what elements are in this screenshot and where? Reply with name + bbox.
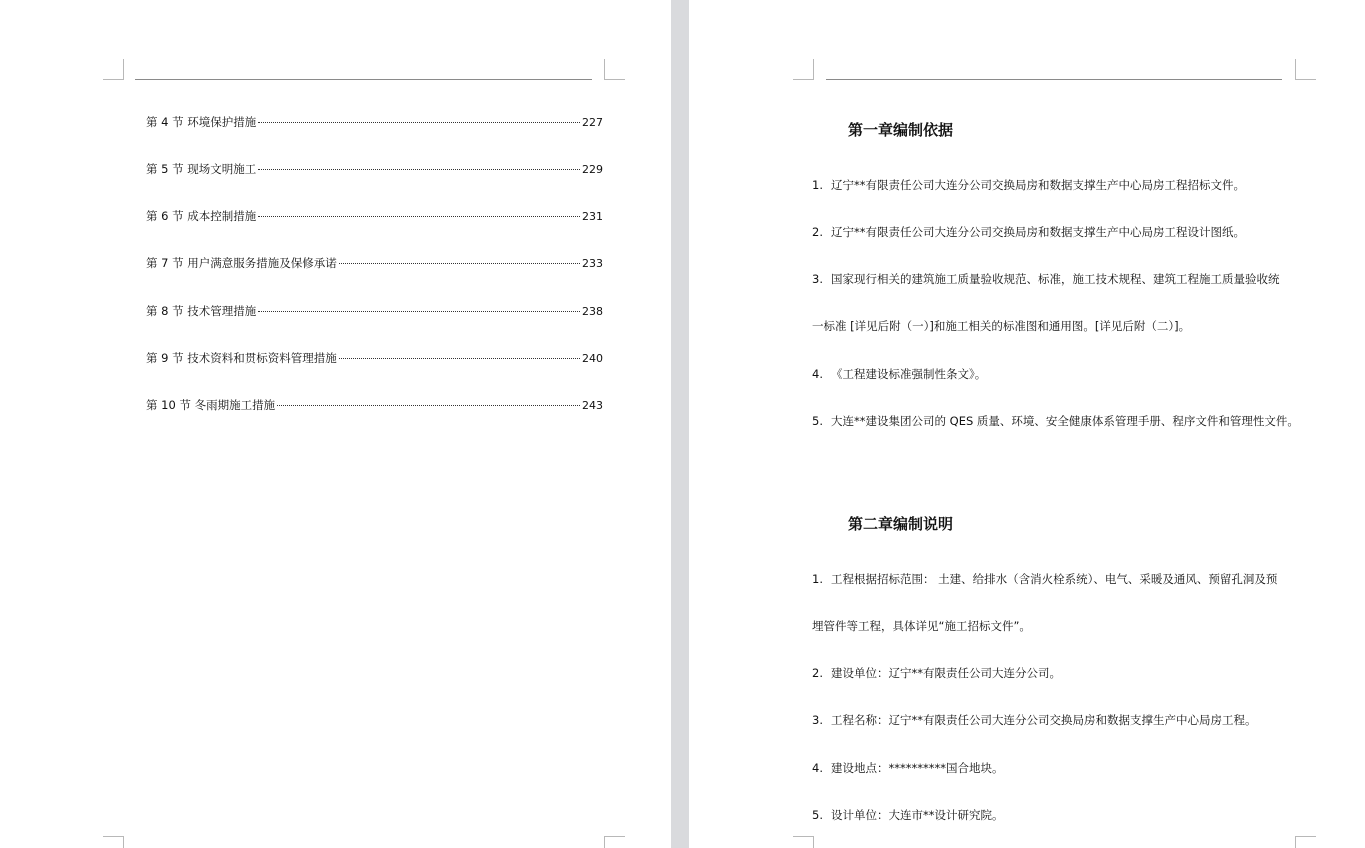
item-number: 5. xyxy=(812,414,823,428)
toc-leader-dots xyxy=(339,358,580,359)
header-rule xyxy=(135,79,592,80)
toc-entry-label: 第 6 节 成本控制措施 xyxy=(146,209,257,223)
crop-mark-top-left xyxy=(793,59,814,80)
item-text: 设计单位：大连市**设计研究院。 xyxy=(830,808,1004,822)
crop-mark-top-left xyxy=(103,59,124,80)
body-paragraph xyxy=(812,366,1302,382)
crop-mark-bottom-left xyxy=(103,836,124,848)
toc-entry-label: 第 4 节 环境保护措施 xyxy=(146,115,257,129)
toc-leader-dots xyxy=(258,122,580,123)
item-number: 5. xyxy=(812,808,823,822)
body-paragraph-continuation xyxy=(812,618,1302,634)
toc-entry[interactable] xyxy=(146,303,603,319)
item-number: 1. xyxy=(812,178,823,192)
body-paragraph xyxy=(812,571,1302,587)
item-number: 2. xyxy=(812,666,823,680)
page-left xyxy=(0,0,671,848)
item-number: 3. xyxy=(812,272,823,286)
toc-leader-dots xyxy=(258,311,580,312)
item-number: 1. xyxy=(812,572,823,586)
item-text: 一标准 [详见后附（一）]和施工相关的标准图和通用图。[详见后附（二）]。 xyxy=(812,319,1191,333)
body-paragraph xyxy=(812,712,1302,728)
item-text: 工程名称：辽宁**有限责任公司大连分公司交换局房和数据支撑生产中心局房工程。 xyxy=(830,713,1257,727)
page-gutter xyxy=(671,0,689,848)
toc-entry[interactable] xyxy=(146,350,603,366)
item-text: 大连**建设集团公司的 QES 质量、环境、安全健康体系管理手册、程序文件和管理性文件。 xyxy=(830,414,1299,428)
item-text: 辽宁**有限责任公司大连分公司交换局房和数据支撑生产中心局房工程招标文件。 xyxy=(830,178,1245,192)
body-paragraph xyxy=(812,807,1302,823)
toc-entry-label: 第 7 节 用户满意服务措施及保修承诺 xyxy=(146,256,337,270)
toc-entry-label: 第 10 节 冬雨期施工措施 xyxy=(146,398,276,412)
toc-entry-page: 240 xyxy=(582,352,603,365)
toc-entry[interactable] xyxy=(146,161,603,177)
body-paragraph xyxy=(812,224,1302,240)
toc-leader-dots xyxy=(277,405,580,406)
toc-entry-page: 231 xyxy=(582,210,603,223)
crop-mark-top-right xyxy=(604,59,625,80)
toc-entry[interactable] xyxy=(146,255,603,271)
toc-leader-dots xyxy=(339,263,580,264)
body-paragraph-continuation xyxy=(812,318,1302,334)
body-paragraph xyxy=(812,760,1302,776)
item-number: 4. xyxy=(812,761,823,775)
crop-mark-top-right xyxy=(1295,59,1316,80)
toc-entry-label: 第 5 节 现场文明施工 xyxy=(146,162,257,176)
item-number: 4. xyxy=(812,367,823,381)
item-text: 辽宁**有限责任公司大连分公司交换局房和数据支撑生产中心局房工程设计图纸。 xyxy=(830,225,1245,239)
item-text: 国家现行相关的建筑施工质量验收规范、标准，施工技术规程、建筑工程施工质量验收统 xyxy=(830,272,1280,286)
body-paragraph xyxy=(812,271,1302,287)
crop-mark-bottom-right xyxy=(604,836,625,848)
item-text: 建设地点：**********国合地块。 xyxy=(830,761,1004,775)
toc-entry[interactable] xyxy=(146,208,603,224)
toc-leader-dots xyxy=(258,216,580,217)
item-text: 埋管件等工程，具体详见“施工招标文件”。 xyxy=(812,619,1031,633)
item-text: 工程根据招标范围： 土建、给排水（含消火栓系统）、电气、采暖及通风、预留孔洞及预 xyxy=(830,572,1278,586)
toc-entry-page: 227 xyxy=(582,116,603,129)
toc-entry-page: 243 xyxy=(582,399,603,412)
item-text: 《工程建设标准强制性条文》。 xyxy=(830,367,987,381)
toc-entry-label: 第 9 节 技术资料和贯标资料管理措施 xyxy=(146,351,337,365)
item-number: 3. xyxy=(812,713,823,727)
chapter-heading: 第一章编制依据 xyxy=(848,121,954,139)
toc-entry[interactable] xyxy=(146,397,603,413)
header-rule xyxy=(826,79,1282,80)
toc-entry[interactable] xyxy=(146,114,603,130)
crop-mark-bottom-left xyxy=(793,836,814,848)
body-paragraph xyxy=(812,665,1302,681)
body-paragraph xyxy=(812,177,1302,193)
item-text: 建设单位：辽宁**有限责任公司大连分公司。 xyxy=(830,666,1061,680)
chapter-heading: 第二章编制说明 xyxy=(848,515,954,533)
crop-mark-bottom-right xyxy=(1295,836,1316,848)
item-number: 2. xyxy=(812,225,823,239)
toc-leader-dots xyxy=(258,169,580,170)
toc-entry-label: 第 8 节 技术管理措施 xyxy=(146,304,257,318)
toc-entry-page: 238 xyxy=(582,305,603,318)
body-paragraph xyxy=(812,413,1302,429)
toc-entry-page: 229 xyxy=(582,163,603,176)
toc-entry-page: 233 xyxy=(582,257,603,270)
